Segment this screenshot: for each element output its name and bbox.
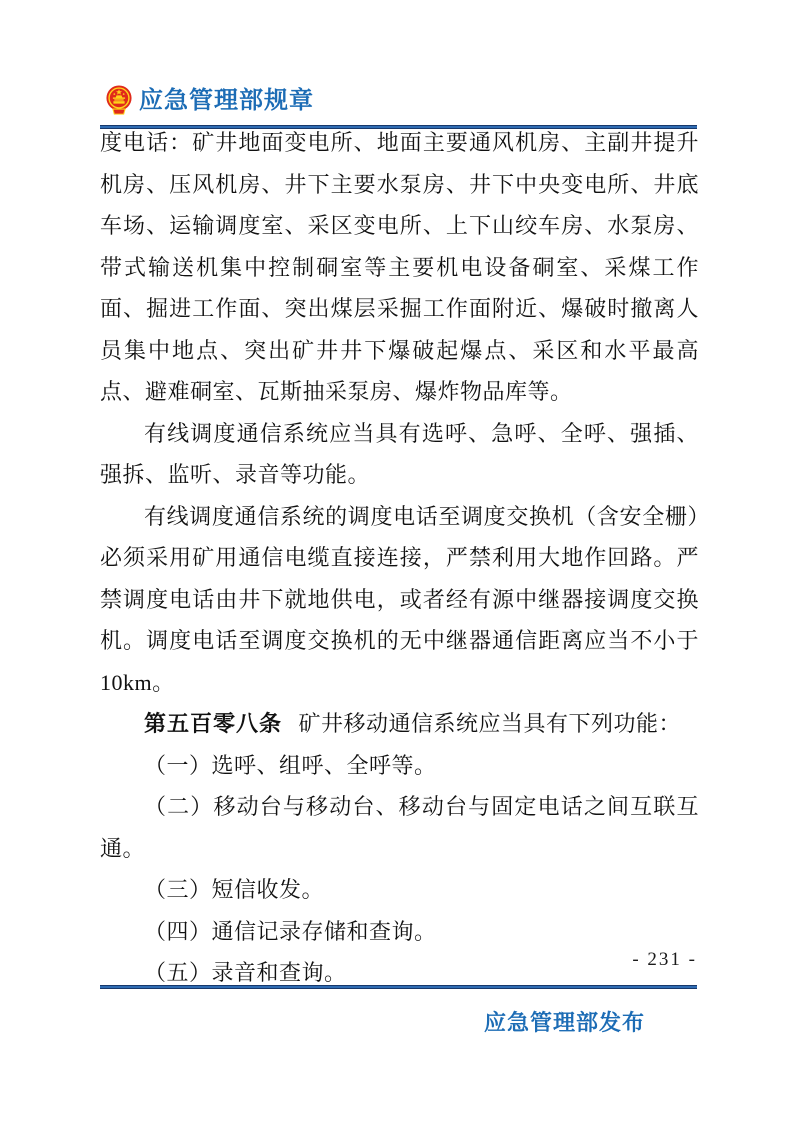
paragraph-article-508 — [100, 703, 699, 745]
page-number: - 231 - — [632, 949, 697, 970]
list-item-5: （五）录音和查询。 — [144, 960, 347, 985]
footer-rule — [100, 985, 697, 989]
list-item-4: （四）通信记录存储和查询。 — [144, 918, 437, 944]
document-body — [100, 122, 699, 994]
list-item-3: （三）短信收发。 — [144, 877, 325, 902]
page-header — [104, 84, 314, 118]
national-emblem-icon — [104, 84, 134, 118]
article-text: 矿井移动通信系统应当具有下列功能： — [298, 711, 682, 736]
publisher-label: 应急管理部发布 — [483, 1010, 645, 1035]
page-title: 应急管理部规章 — [139, 87, 314, 114]
paragraph-continuation: 度电话：矿井地面变电所、地面主要通风机房、主副井提升机房、压风机房、井下主要水泵房、井下中央变电所、井底车场、运输调度室、采区变电所、上下山绞车房、水泵房、带式输送机集中控制硐室等主要机电设备硐室、采煤工作面、掘进工作面、突出煤层采掘工作面附近、爆破时撤离人员集中地点、突出矿井井下爆破起爆点、采区和水平最高点、避难硐室、瓦斯抽采泵房、爆炸物品库等。 — [100, 130, 699, 404]
paragraph: 有线调度通信系统应当具有选呼、急呼、全呼、强插、强拆、监听、录音等功能。 — [100, 420, 699, 487]
article-number-label: 第五百零八条 — [144, 711, 283, 736]
list-item-1: （一）选呼、组呼、全呼等。 — [144, 752, 437, 778]
list-item-2: （二）移动台与移动台、移动台与固定电话之间互联互通。 — [100, 794, 699, 861]
paragraph: 有线调度通信系统的调度电话至调度交换机（含安全栅）必须采用矿用通信电缆直接连接，严禁利用大地作回路。严禁调度电话由井下就地供电，或者经有源中继器接调度交换机。调度电话至调度交换机的无中继器通信距离应当不小于 10km。 — [100, 503, 699, 695]
